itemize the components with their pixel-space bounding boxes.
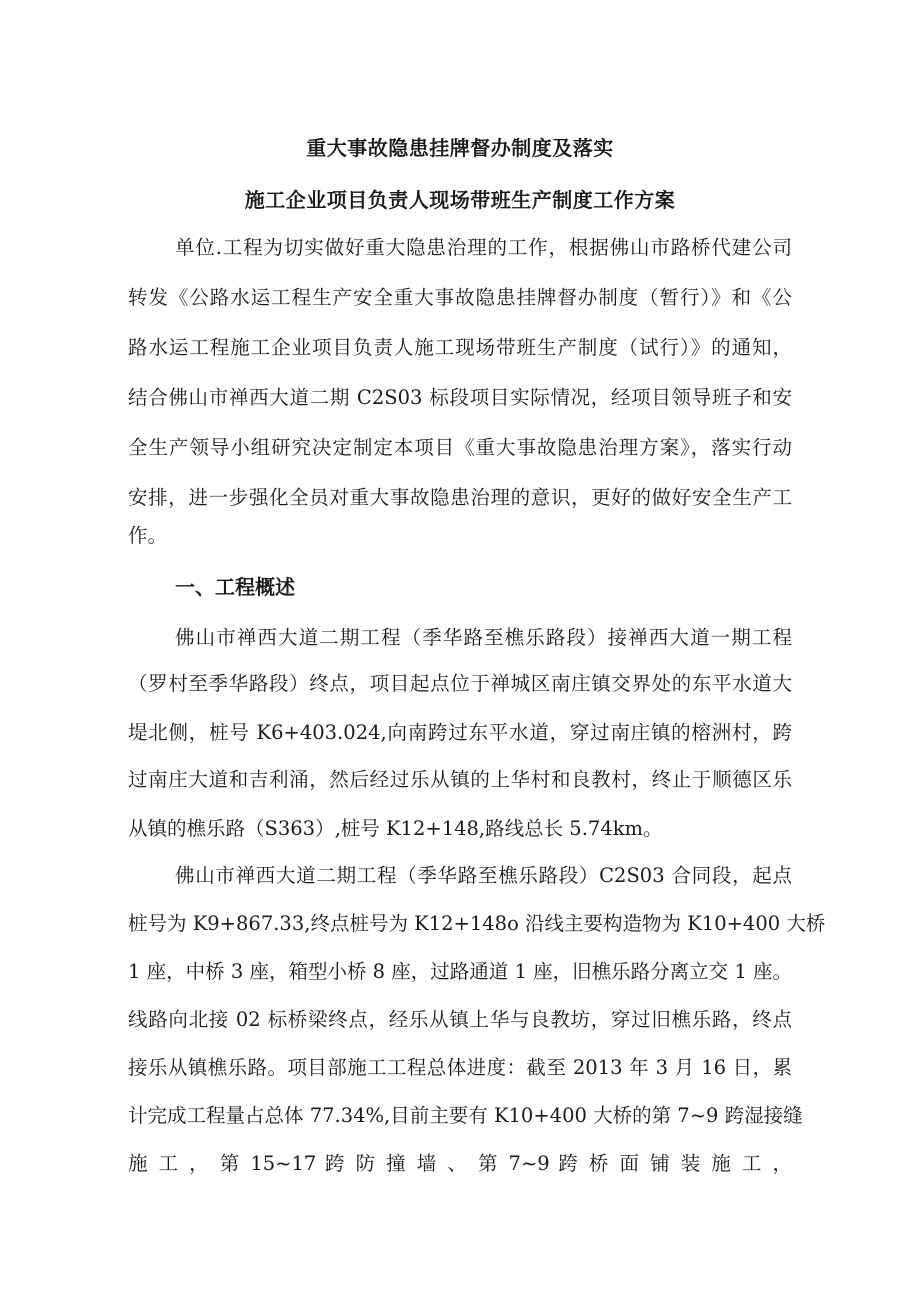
paragraph-line: 计完成工程量占总体 77.34%,目前主要有 K10+400 大桥的第 7~9 跨湿接缝: [128, 1104, 803, 1127]
paragraph-line: 接乐从镇樵乐路。项目部施工工程总体进度：截至 2013 年 3 月 16 日，累: [128, 1056, 792, 1079]
intro-line: 全生产领导小组研究决定制定本项目《重大事故隐患治理方案》，落实行动: [128, 436, 792, 459]
paragraph-line: 施 工 ， 第 15~17 跨 防 撞 墙 、 第 7~9 跨 桥 面 铺 装 施 工 ，: [128, 1152, 792, 1175]
intro-line: 安排，进一步强化全员对重大事故隐患治理的意识，更好的做好安全生产工: [128, 486, 792, 509]
paragraph-line: 佛山市禅西大道二期工程（季华路至樵乐路段）接禅西大道一期工程: [175, 626, 792, 649]
paragraph-line: 佛山市禅西大道二期工程（季华路至樵乐路段）C2S03 合同段，起点: [175, 864, 792, 887]
paragraph-line: 堤北侧，桩号 K6+403.024,向南跨过东平水道，穿过南庄镇的榕洲村，跨: [128, 721, 792, 744]
paragraph-line: （罗村至季华路段）终点，项目起点位于禅城区南庄镇交界处的东平水道大: [128, 672, 792, 695]
paragraph-line: 从镇的樵乐路（S363）,桩号 K12+148,路线总长 5.74km。: [128, 817, 663, 840]
intro-line: 结合佛山市禅西大道二期 C2S03 标段项目实际情况，经项目领导班子和安: [128, 386, 792, 409]
section-heading: 一、工程概述: [175, 575, 295, 599]
paragraph-line: 1 座，中桥 3 座，箱型小桥 8 座，过路通道 1 座，旧樵乐路分离立交 1 座。: [128, 960, 792, 983]
document-title-line-1: 重大事故隐患挂牌督办制度及落实: [306, 136, 614, 160]
paragraph-line: 过南庄大道和吉利涌，然后经过乐从镇的上华村和良教村，终止于顺德区乐: [128, 768, 792, 791]
document-title-line-2: 施工企业项目负责人现场带班生产制度工作方案: [244, 188, 676, 212]
paragraph-line: 桩号为 K9+867.33,终点桩号为 K12+148o 沿线主要构造物为 K10+400 大桥: [128, 912, 826, 935]
intro-line: 单位.工程为切实做好重大隐患治理的工作，根据佛山市路桥代建公司: [175, 236, 792, 259]
intro-line: 路水运工程施工企业项目负责人施工现场带班生产制度（试行）》的通知，: [128, 336, 792, 359]
paragraph-line: 线路向北接 02 标桥梁终点，经乐从镇上华与良教坊，穿过旧樵乐路，终点: [128, 1008, 792, 1031]
intro-line: 作。: [128, 524, 168, 547]
intro-line: 转发《公路水运工程生产安全重大事故隐患挂牌督办制度（暂行）》和《公: [128, 286, 792, 309]
